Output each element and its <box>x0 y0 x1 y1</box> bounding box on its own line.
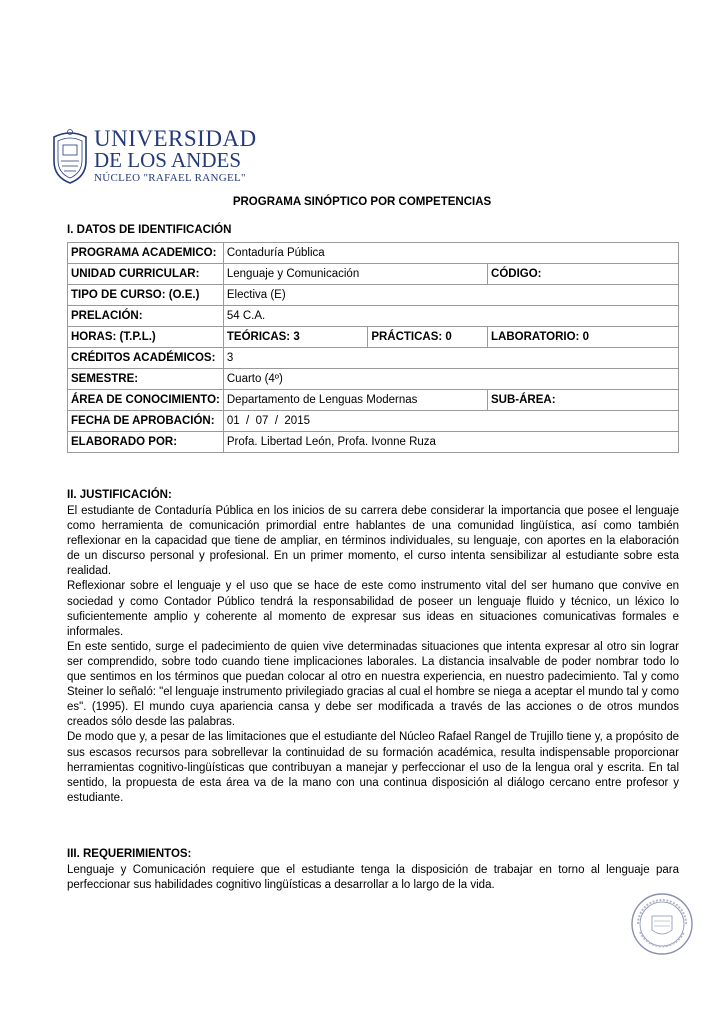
fecha-label: FECHA DE APROBACIÓN: <box>68 411 224 432</box>
table-row <box>68 432 679 453</box>
area-label: ÁREA DE CONOCIMIENTO: <box>68 390 224 411</box>
elaborado-label: ELABORADO POR: <box>68 432 224 453</box>
programa-value: Contaduría Pública <box>223 243 678 264</box>
table-row <box>68 390 679 411</box>
table-row <box>68 348 679 369</box>
table-row <box>68 243 679 264</box>
paragraph: De modo que y, a pesar de las limitaciones que el estudiante del Núcleo Rafael Rangel de Trujillo tiene y, a propósito de sus escasos recursos para sobrellevar la continuidad de su formación académica, resulta indispensable proporcionar herramientas cognitivo-lingüísticas que contribuyan a manejar y perfeccionar el uso de la lengua oral y escrita. En tal sentido, la propuesta de esta área va de la mano con una continua disposición al diálogo cercano entre profesor y estudiante. <box>67 731 679 804</box>
elaborado-value: Profa. Libertad León, Profa. Ivonne Ruza <box>223 432 678 453</box>
unidad-label: UNIDAD CURRICULAR: <box>68 264 224 285</box>
semestre-value: Cuarto (4º) <box>223 369 678 390</box>
codigo-label: CÓDIGO: <box>488 264 679 285</box>
tipo-value: Electiva (E) <box>223 285 678 306</box>
prelacion-label: PRELACIÓN: <box>68 306 224 327</box>
document-title: PROGRAMA SINÓPTICO POR COMPETENCIAS <box>232 196 492 208</box>
paragraph: Reflexionar sobre el lenguaje y el uso que se hace de este como instrumento vital del ser humano que convive en sociedad y como Contador Público tendrá la responsabilidad de poseer un lenguaje fluido y técnico, un léxico lo suficientemente amplio y coherente al momento de expresar sus ideas en situaciones comunicativas formales e informales. <box>67 580 679 638</box>
table-row <box>68 264 679 285</box>
table-row <box>68 306 679 327</box>
logo-line-1: UNIVERSIDAD <box>94 126 257 151</box>
table-row <box>68 327 679 348</box>
section-3-heading: III. REQUERIMIENTOS: <box>67 848 192 860</box>
area-value: Departamento de Lenguas Modernas <box>223 390 487 411</box>
university-crest-icon <box>50 127 90 185</box>
creditos-label: CRÉDITOS ACADÉMICOS: <box>68 348 224 369</box>
justificacion-text <box>67 504 679 806</box>
fecha-value: 01 / 07 / 2015 <box>223 411 678 432</box>
subarea-label: SUB-ÁREA: <box>488 390 679 411</box>
paragraph: Lenguaje y Comunicación requiere que el estudiante tenga la disposición de trabajar en torno al lenguaje para perfeccionar sus habilidades cognitivo lingüísticas a desarrollar a lo largo de la vida. <box>67 864 679 892</box>
teoricas-cell: TEÓRICAS: 3 <box>223 327 367 348</box>
logo-line-2: DE LOS ANDES <box>94 148 242 172</box>
paragraph: En este sentido, surge el padecimiento de quien vive determinadas situaciones que intenta expresar al otro sin lograr ser comprendido, sobre todo cuando tiene implicaciones laborales. La distancia insalvable de poder nombrar todo lo que sentimos en los términos que puedan colocar al otro en nuestra experiencia, en nuestro padecimiento. Tal y como Steiner lo señaló: "el lenguaje instrumento privilegiado gracias al cual el hombre se niega a aceptar el mundo tal y como es". (1995). El mundo cuya apariencia cansa y debe ser modificada a través de las acciones o de otros mundos creados sólo desde las palabras. <box>67 640 679 729</box>
unidad-value: Lenguaje y Comunicación <box>223 264 487 285</box>
requerimientos-text <box>67 863 679 893</box>
logo-line-3: NÚCLEO "RAFAEL RANGEL" <box>94 172 246 184</box>
section-2-heading: II. JUSTIFICACIÓN: <box>67 489 172 501</box>
laboratorio-cell: LABORATORIO: 0 <box>488 327 679 348</box>
section-1-heading: I. DATOS DE IDENTIFICACIÓN <box>67 224 232 236</box>
paragraph: El estudiante de Contaduría Pública en los inicios de su carrera debe considerar la importancia que posee el lenguaje como herramienta de comunicación primordial entre hablantes de una comunidad lingüística, así como también reflexionar en la capacidad que tiene de ampliar, en términos individuales, su lenguaje, con aportes en la elaboración de un discurso personal y profesional. En un primer momento, el curso intenta sensibilizar al estudiante sobre esta realidad. <box>67 505 679 578</box>
table-row <box>68 285 679 306</box>
identification-table <box>67 242 679 453</box>
university-logo <box>50 126 257 193</box>
semestre-label: SEMESTRE: <box>68 369 224 390</box>
tipo-label: TIPO DE CURSO: (O.E.) <box>68 285 224 306</box>
practicas-cell: PRÁCTICAS: 0 <box>368 327 488 348</box>
programa-label: PROGRAMA ACADEMICO: <box>68 243 224 264</box>
horas-label: HORAS: (T.P.L.) <box>68 327 224 348</box>
table-row <box>68 369 679 390</box>
prelacion-value: 54 C.A. <box>223 306 678 327</box>
official-seal-icon <box>630 892 694 956</box>
creditos-value: 3 <box>223 348 678 369</box>
table-row <box>68 411 679 432</box>
